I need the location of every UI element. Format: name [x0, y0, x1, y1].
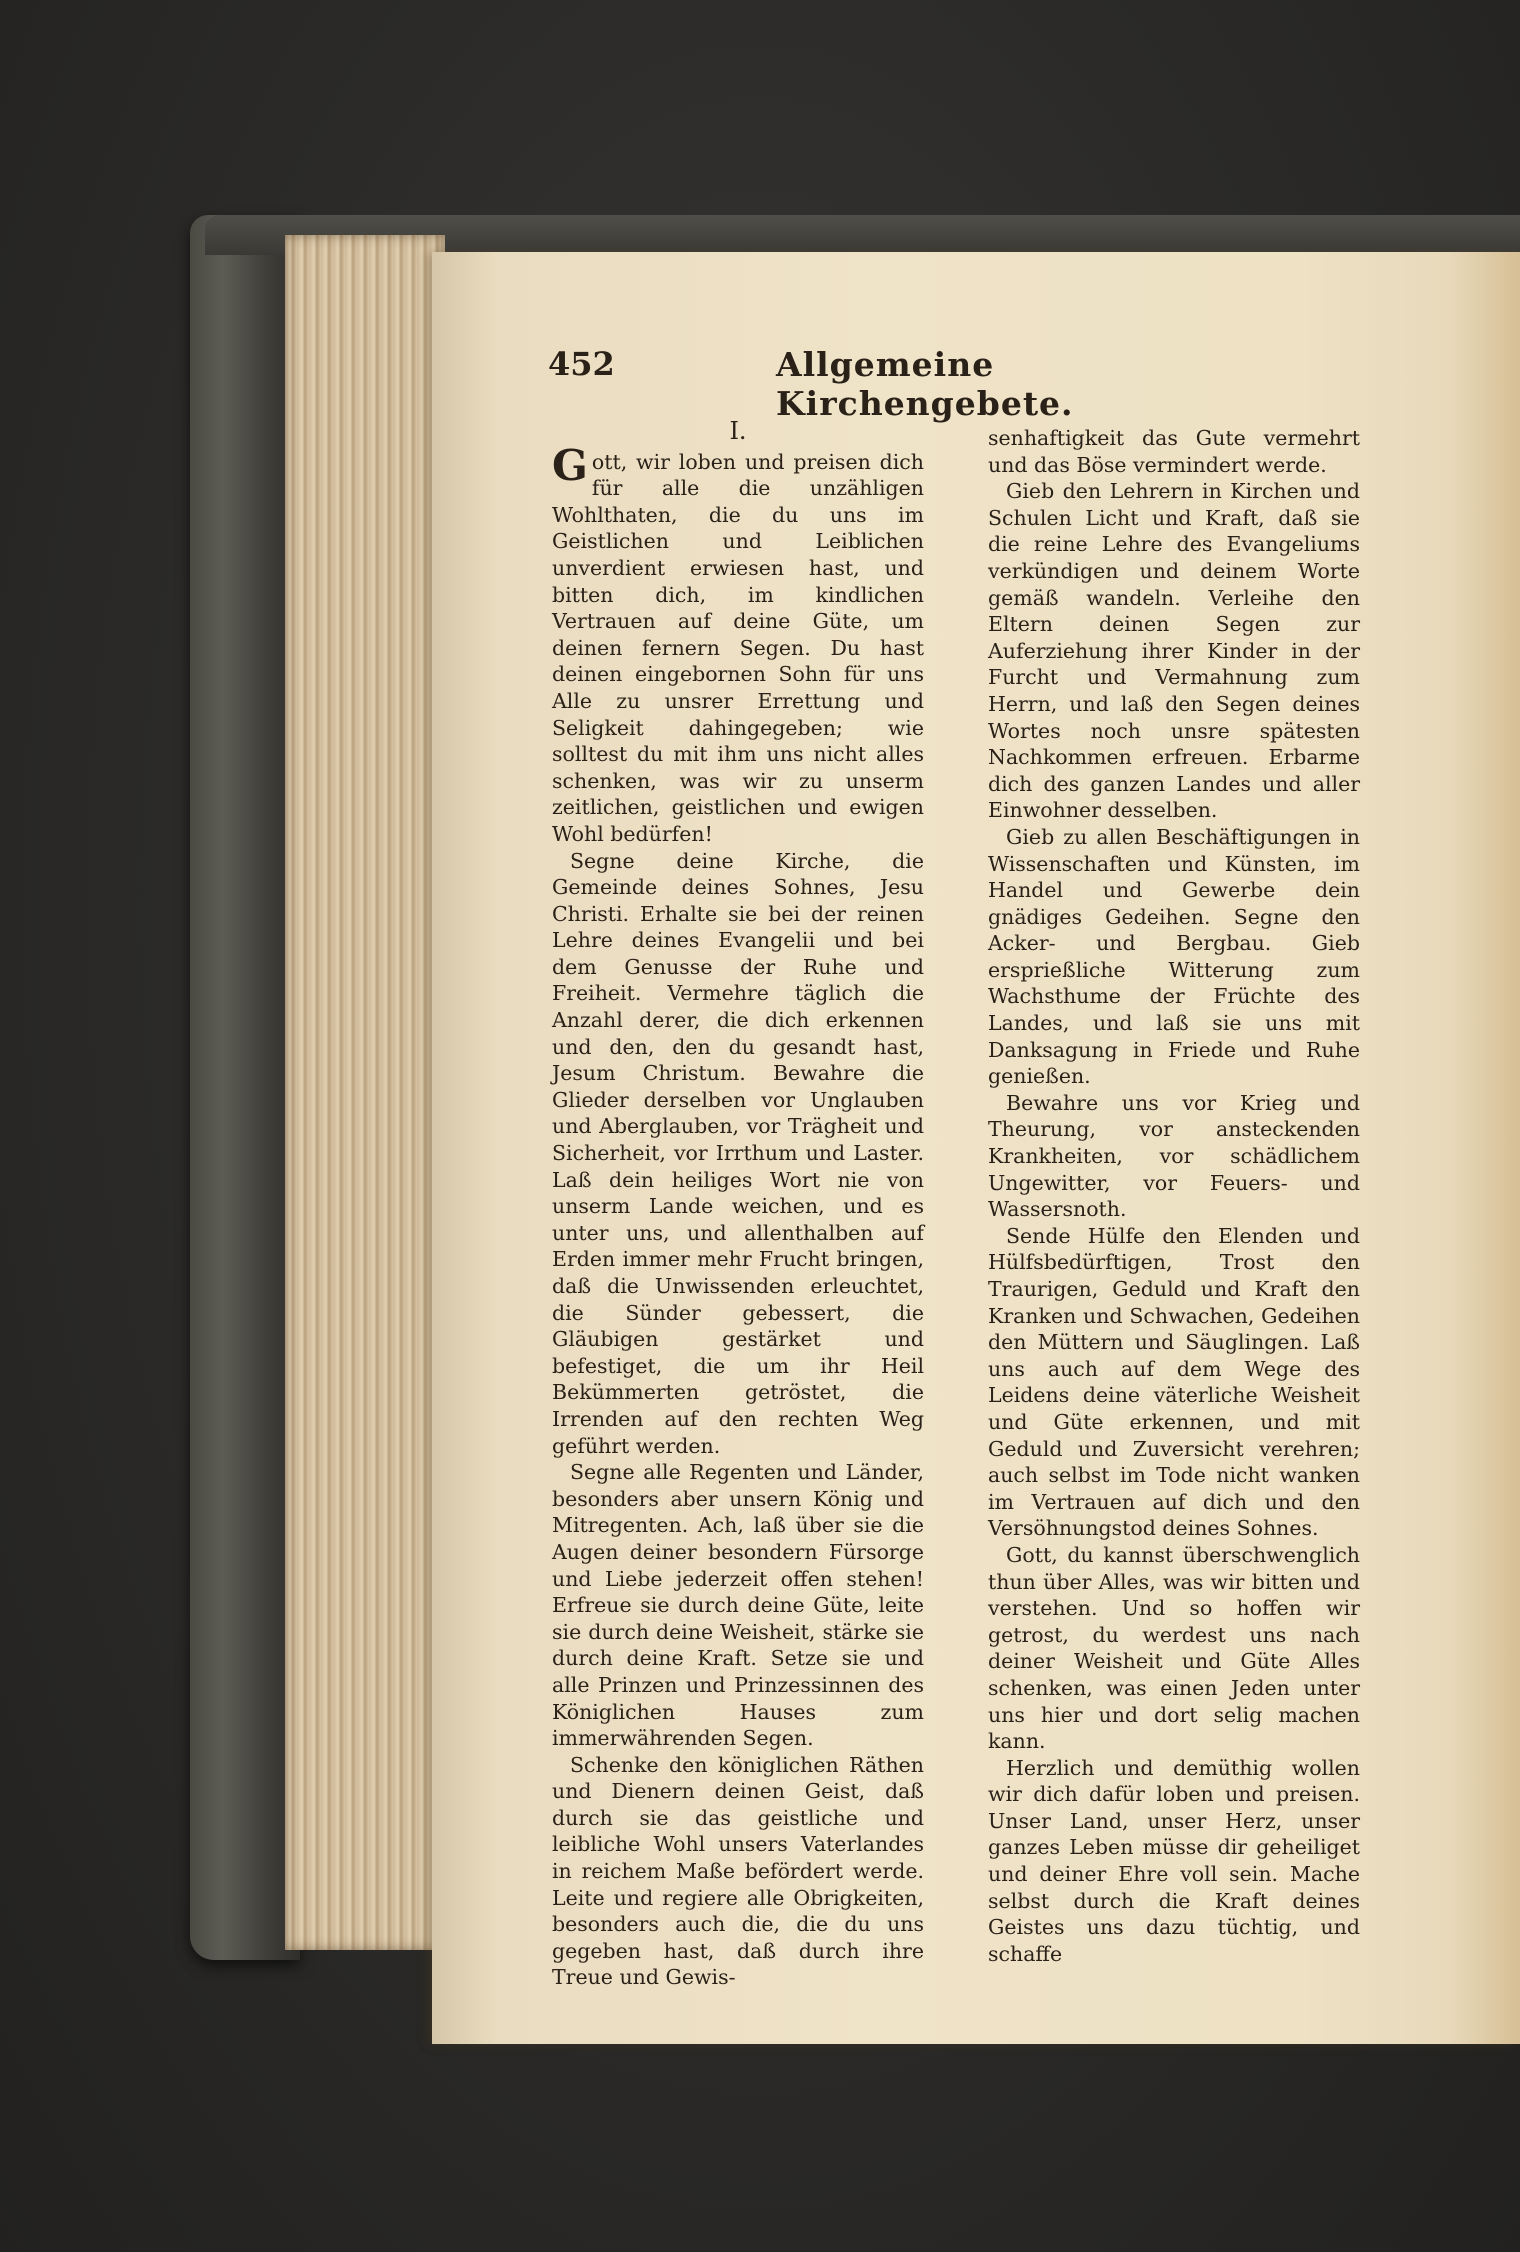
paragraph: senhaftigkeit das Gute vermehrt und das Böse vermindert werde. — [988, 426, 1360, 477]
paragraph: Gieb den Lehrern in Kirchen und Schulen Licht und Kraft, daß sie die reine Lehre des Evangeliums verkündigen und deinem Worte gemäß wandeln. Verleihe den Eltern deinen Segen zur Auferziehung ihrer Kinder in der Furcht und Vermahnung zum Herrn, und laß den Segen deines Wortes noch unsre spätesten Nachkommen erfreuen. Erbarme dich des ganzen Landes und aller Einwohner desselben. — [988, 479, 1360, 823]
paragraph — [552, 440, 924, 848]
paragraph: Bewahre uns vor Krieg und Theurung, vor ansteckenden Krankheiten, vor schädlichem Ungewitter, vor Feuers- und Wassersnoth. — [988, 1090, 1360, 1222]
book-spine — [190, 215, 300, 1960]
drop-cap: G — [552, 440, 588, 490]
paragraph: Gott, du kannst überschwenglich thun über Alles, was wir bitten und verstehen. Und so hoffen wir getrost, du werdest uns nach deiner Weisheit und Güte Alles schenken, was einen Jeden unter uns hier und dort selig machen kann. — [988, 1542, 1360, 1754]
right-column — [988, 425, 1360, 1967]
page-header — [548, 345, 1198, 423]
left-column — [552, 418, 924, 1991]
paragraph: Segne deine Kirche, die Gemeinde deines Sohnes, Jesu Christi. Erhalte sie bei der reinen Lehre deines Evangelii und bei dem Genusse der Ruhe und Freiheit. Vermehre täglich die Anzahl derer, die dich erkennen und den, den du gesandt hast, Jesum Christum. Bewahre die Glieder derselben vor Unglauben und Aberglauben, vor Trägheit und Sicherheit, vor Irrthum und Laster. Laß dein heiliges Wort nie von unserm Lande weichen, und es unter uns, und allenthalben auf Erden immer mehr Frucht bringen, daß die Unwissenden erleuchtet, die Sünder gebessert, die Gläubigen gestärket und befestiget, die um ihr Heil Bekümmerten getröstet, die Irrenden auf den rechten Weg geführt werden. — [552, 848, 924, 1458]
paragraph: Sende Hülfe den Elenden und Hülfsbedürftigen, Trost den Traurigen, Geduld und Kraft den Kranken und Schwachen, Gedeihen den Müttern und Säuglingen. Laß uns auch auf dem Wege des Leidens deine väterliche Weisheit und Güte erkennen, und mit Geduld und Zuversicht verehren; auch selbst im Tode nicht wanken im Vertrauen auf dich und den Versöhnungstod deines Sohnes. — [988, 1223, 1360, 1541]
page-edges — [285, 235, 445, 1950]
paragraph: Herzlich und demüthig wollen wir dich dafür loben und preisen. Unser Land, unser Herz, unser ganzes Leben müsse dir geheiliget und deiner Ehre voll sein. Mache selbst durch die Kraft deines Geistes uns dazu tüchtig, und schaffe — [988, 1755, 1360, 1966]
paragraph: Gieb zu allen Beschäftigungen in Wissenschaften und Künsten, im Handel und Gewerbe dein gnädiges Gedeihen. Segne den Acker- und Bergbau. Gieb ersprießliche Witterung zum Wachsthume der Früchte des Landes, und laß sie uns mit Danksagung in Friede und Ruhe genießen. — [988, 824, 1360, 1089]
paragraph-text: ott, wir loben und preisen dich für alle die unzähligen Wohlthaten, die du uns im Geistlichen und Leiblichen unverdient erwiesen hast, und bitten dich, im kindlichen Vertrauen auf deine Güte, um deinen fernern Segen. Du hast deinen eingebornen Sohn für uns Alle zu unsrer Errettung und Seligkeit dahingegeben; wie solltest du mit ihm uns nicht alles schenken, was wir zu unserm zeitlichen, geistlichen und ewigen Wohl bedürfen! — [552, 449, 924, 846]
section-number: I. — [729, 417, 747, 445]
page-discoloration — [1450, 252, 1520, 2044]
paragraph: Segne alle Regenten und Länder, besonders aber unsern König und Mitregenten. Ach, laß über sie die Augen deiner besondern Fürsorge und Liebe jederzeit offen stehen! Erfreue sie durch deine Güte, leite sie durch deine Weisheit, stärke sie durch deine Kraft. Setze sie und alle Prinzen und Prinzessinnen des Königlichen Hauses zum immerwährenden Segen. — [552, 1460, 924, 1751]
page-number: 452 — [548, 345, 615, 383]
paragraph: Schenke den königlichen Räthen und Dienern deinen Geist, daß durch sie das geistliche und leibliche Wohl unsers Vaterlandes in reichem Maße befördert werde. Leite und regiere alle Obrigkeiten, besonders auch die, die du uns gegeben hast, daß durch ihre Treue und Gewis- — [552, 1752, 924, 1990]
running-title: Allgemeine Kirchengebete. — [776, 345, 1074, 423]
